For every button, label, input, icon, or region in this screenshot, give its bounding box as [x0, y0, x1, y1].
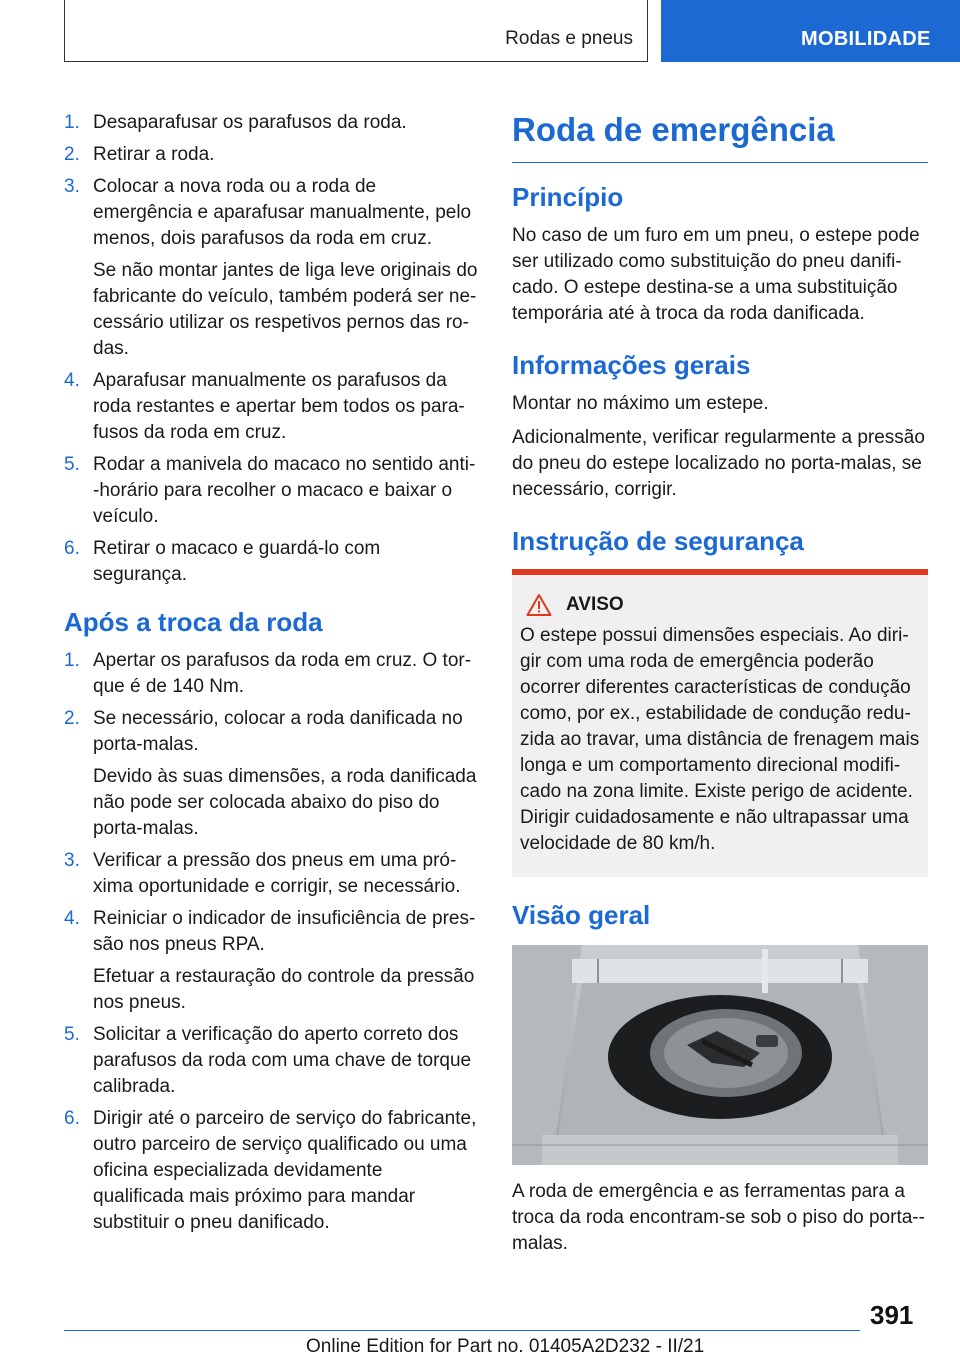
warning-box [512, 569, 928, 877]
step-number: 1. [64, 650, 80, 671]
step-number: 1. [64, 112, 80, 133]
overview-caption: A roda de emergência e as ferramentas para a troca da roda encontram-se sob o piso do porta--malas. [512, 1181, 925, 1254]
step-number: 3. [64, 850, 80, 871]
step-body [93, 648, 478, 700]
step-number: 2. [64, 144, 80, 165]
header-section-box [64, 0, 648, 62]
step-text: Apertar os parafusos da roda em cruz. O tor-que é de 140 Nm. [93, 650, 472, 697]
header-section-title: Rodas e pneus [505, 28, 633, 49]
header-chapter-tab: MOBILIDADE [661, 0, 960, 62]
step-number: 4. [64, 370, 80, 391]
step-text: Verificar a pressão dos pneus em uma pró-xima oportunidade e corrigir, se necessário. [93, 850, 461, 897]
step-text: Colocar a nova roda ou a roda de emergência e aparafusar manualmente, pelo menos, dois parafusos da roda em cruz. [93, 176, 472, 249]
replace-step-3 [64, 174, 478, 362]
step-body [93, 110, 478, 136]
after-step-2 [64, 706, 478, 842]
step-number: 3. [64, 176, 80, 197]
warning-text: O estepe possui dimensões especiais. Ao diri-gir com uma roda de emergência poderão ocorrer diferentes características de condução como, por ex., estabilidade de condução redu-zida ao travar, uma distância de frenagem mais longa e um comportamento direcional modifi-cado na zona limite. Existe perigo de acidente. Dirigir cuidadosamente e não ultrapassar uma velocidade de 80 km/h. [520, 625, 920, 854]
step-text: Retirar o macaco e guardá-lo com segurança. [93, 538, 381, 585]
general-text-2: Adicionalmente, verificar regularmente a pressão do pneu do estepe localizado no porta-malas, se necessário, corrigir. [512, 427, 925, 500]
step-number: 5. [64, 1024, 80, 1045]
step-text: Solicitar a verificação do aperto correto dos parafusos da roda com uma chave de torque calibrada. [93, 1024, 472, 1097]
after-step-4 [64, 906, 478, 1016]
step-body [93, 368, 478, 446]
replace-step-2 [64, 142, 478, 168]
step-body [93, 174, 478, 362]
heading-overview: Visão geral [512, 900, 651, 930]
warning-triangle-icon [526, 593, 552, 617]
steps-list-1 [64, 110, 478, 588]
step-text: Dirigir até o parceiro de serviço do fabricante, outro parceiro de serviço qualificado ou uma oficina especializada devidamente qualificada mais próximo para mandar substituir o pneu danificado. [93, 1108, 477, 1233]
warning-title [526, 593, 920, 617]
step-body [93, 848, 478, 900]
left-column [64, 110, 478, 1242]
step-number: 2. [64, 708, 80, 729]
step-body [93, 142, 478, 168]
after-step-1 [64, 648, 478, 700]
steps-list-2 [64, 648, 478, 1236]
heading-principle: Princípio [512, 182, 624, 212]
replace-step-1 [64, 110, 478, 136]
step-text: Desaparafusar os parafusos da roda. [93, 112, 407, 133]
general-text-1: Montar no máximo um estepe. [512, 393, 769, 414]
step-text: Reiniciar o indicador de insuficiência de pres-são nos pneus RPA. [93, 908, 476, 955]
step-text: Aparafusar manualmente os parafusos da roda restantes e apertar bem todos os para-fusos da roda em cruz. [93, 370, 465, 443]
step-number: 6. [64, 1108, 80, 1129]
heading-general-info: Informações gerais [512, 350, 751, 380]
replace-step-6 [64, 536, 478, 588]
page-number: 391 [870, 1300, 914, 1330]
step-body [93, 706, 478, 842]
heading-safety: Instrução de segurança [512, 526, 804, 556]
step-text: Se necessário, colocar a roda danificada no porta-malas. [93, 708, 463, 755]
warning-label: AVISO [566, 594, 624, 615]
principle-text: No caso de um furo em um pneu, o estepe pode ser utilizado como substituição do pneu danifi-cado. O estepe destina-se a uma substituição temporária até à troca da roda danificada. [512, 225, 920, 324]
after-step-6 [64, 1106, 478, 1236]
spare-wheel-illustration [512, 945, 928, 1165]
replace-step-5 [64, 452, 478, 530]
step-text: Se não montar jantes de liga leve originais do fabricante do veículo, também poderá ser ne-cessário utilizar os respetivos pernos das ro-das. [93, 260, 478, 359]
step-text: Retirar a roda. [93, 144, 215, 165]
step-body [93, 452, 478, 530]
after-step-3 [64, 848, 478, 900]
step-text: Rodar a manivela do macaco no sentido anti--horário para recolher o macaco e baixar o veículo. [93, 454, 476, 527]
step-number: 5. [64, 454, 80, 475]
heading-after-change: Após a troca da roda [64, 607, 323, 637]
step-text: Efetuar a restauração do controle da pressão nos pneus. [93, 966, 475, 1013]
footer-divider [64, 1330, 860, 1331]
step-text: Devido às suas dimensões, a roda danificada não pode ser colocada abaixo do piso do porta-malas. [93, 766, 477, 839]
trunk-spare-wheel-photo [512, 945, 928, 1165]
footer-edition: Online Edition for Part no. 01405A2D232 - II/21 [306, 1336, 705, 1357]
replace-step-4 [64, 368, 478, 446]
main-title: Roda de emergência [512, 110, 928, 163]
step-body [93, 536, 478, 588]
step-body [93, 906, 478, 1016]
step-number: 4. [64, 908, 80, 929]
step-number: 6. [64, 538, 80, 559]
step-body [93, 1022, 478, 1100]
step-body [93, 1106, 478, 1236]
after-step-5 [64, 1022, 478, 1100]
right-column [512, 110, 928, 1265]
page-header [0, 0, 960, 66]
